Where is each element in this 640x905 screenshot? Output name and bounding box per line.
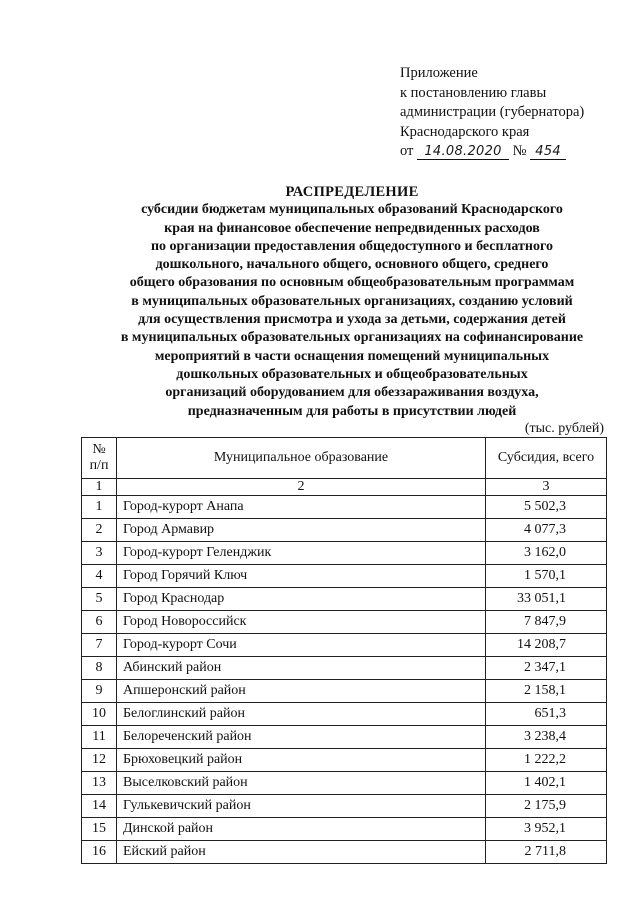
subsidy-amount: 7 847,9 bbox=[486, 611, 607, 634]
units-label: (тыс. рублей) bbox=[524, 421, 604, 436]
table-row bbox=[82, 749, 607, 772]
municipality-name: Город Армавир bbox=[117, 519, 486, 542]
table-row bbox=[82, 726, 607, 749]
subsidy-amount: 2 158,1 bbox=[486, 680, 607, 703]
row-number: 3 bbox=[82, 542, 117, 565]
title-heading: РАСПРЕДЕЛЕНИЕ bbox=[285, 184, 419, 200]
subsidy-amount: 33 051,1 bbox=[486, 588, 607, 611]
municipality-name: Гулькевичский район bbox=[117, 795, 486, 818]
table-row bbox=[82, 703, 607, 726]
table-row bbox=[82, 818, 607, 841]
date-prefix: от bbox=[400, 143, 414, 159]
header-subsidy: Субсидия, всего bbox=[486, 438, 607, 479]
table-row bbox=[82, 588, 607, 611]
row-number: 1 bbox=[82, 496, 117, 519]
title-line: дошкольных образовательных и общеобразовательных bbox=[176, 366, 528, 382]
column-index: 3 bbox=[486, 479, 607, 496]
subsidy-amount: 2 711,8 bbox=[486, 841, 607, 864]
row-number: 7 bbox=[82, 634, 117, 657]
subsidy-amount: 1 402,1 bbox=[486, 772, 607, 795]
subsidy-amount: 4 077,3 bbox=[486, 519, 607, 542]
subsidy-amount: 14 208,7 bbox=[486, 634, 607, 657]
appendix-line: к постановлению главы bbox=[400, 84, 547, 101]
municipality-name: Апшеронский район bbox=[117, 680, 486, 703]
header-number bbox=[82, 438, 117, 479]
table-row bbox=[82, 611, 607, 634]
table-row bbox=[82, 542, 607, 565]
appendix-line: Краснодарского края bbox=[400, 123, 530, 140]
municipality-name: Динской район bbox=[117, 818, 486, 841]
row-number: 16 bbox=[82, 841, 117, 864]
column-index-row bbox=[82, 479, 607, 496]
table-row bbox=[82, 565, 607, 588]
municipality-name: Город-курорт Анапа bbox=[117, 496, 486, 519]
header-number-abbr: п/п bbox=[89, 458, 109, 473]
municipality-name: Город Горячий Ключ bbox=[117, 565, 486, 588]
appendix-line: Приложение bbox=[400, 65, 478, 81]
column-index: 2 bbox=[117, 479, 486, 496]
row-number: 10 bbox=[82, 703, 117, 726]
municipality-name: Город Новороссийск bbox=[117, 611, 486, 634]
table-row bbox=[82, 496, 607, 519]
header-municipality: Муниципальное образование bbox=[117, 438, 486, 479]
number-prefix: № bbox=[512, 143, 527, 159]
municipality-name: Белоглинский район bbox=[117, 703, 486, 726]
title-line: субсидии бюджетам муниципальных образований Краснодарского bbox=[141, 202, 563, 218]
row-number: 15 bbox=[82, 818, 117, 841]
document-title bbox=[80, 183, 624, 421]
subsidy-amount: 5 502,3 bbox=[486, 496, 607, 519]
subsidy-amount: 2 175,9 bbox=[486, 795, 607, 818]
row-number: 14 bbox=[82, 795, 117, 818]
table-row bbox=[82, 519, 607, 542]
table-row bbox=[82, 680, 607, 703]
title-line: края на финансовое обеспечение непредвиденных расходов bbox=[164, 220, 540, 236]
row-number: 9 bbox=[82, 680, 117, 703]
title-line: для осуществления присмотра и ухода за детьми, содержания детей bbox=[138, 312, 566, 328]
subsidy-amount: 3 162,0 bbox=[486, 542, 607, 565]
row-number: 4 bbox=[82, 565, 117, 588]
municipality-name: Абинский район bbox=[117, 657, 486, 680]
row-number: 13 bbox=[82, 772, 117, 795]
table-row bbox=[82, 772, 607, 795]
appendix-date-line bbox=[400, 142, 584, 162]
row-number: 2 bbox=[82, 519, 117, 542]
title-line: в муниципальных образовательных организациях на софинансирование bbox=[120, 330, 584, 346]
table-row bbox=[82, 657, 607, 680]
title-line: предназначенным для работы в присутствии людей bbox=[187, 403, 517, 419]
title-line: в муниципальных образовательных организациях, созданию условий bbox=[131, 293, 573, 309]
handwritten-number: 454 bbox=[530, 144, 566, 160]
municipality-name: Выселковский район bbox=[117, 772, 486, 795]
subsidy-amount: 2 347,1 bbox=[486, 657, 607, 680]
municipality-name: Брюховецкий район bbox=[117, 749, 486, 772]
municipality-name: Белореченский район bbox=[117, 726, 486, 749]
title-line: мероприятий в части оснащения помещений муниципальных bbox=[154, 348, 550, 364]
column-index: 1 bbox=[82, 479, 117, 496]
municipality-name: Ейский район bbox=[117, 841, 486, 864]
municipality-name: Город-курорт Геленджик bbox=[117, 542, 486, 565]
subsidy-amount: 3 238,4 bbox=[486, 726, 607, 749]
municipality-name: Город-курорт Сочи bbox=[117, 634, 486, 657]
table-row bbox=[82, 634, 607, 657]
subsidy-amount: 1 570,1 bbox=[486, 565, 607, 588]
distribution-table bbox=[81, 437, 607, 864]
row-number: 5 bbox=[82, 588, 117, 611]
title-line: дошкольного, начального общего, основного общего, среднего bbox=[155, 257, 549, 273]
row-number: 8 bbox=[82, 657, 117, 680]
table-header-row bbox=[82, 438, 607, 479]
table-row bbox=[82, 795, 607, 818]
row-number: 6 bbox=[82, 611, 117, 634]
row-number: 11 bbox=[82, 726, 117, 749]
title-line: организаций оборудованием для обеззараживания воздуха, bbox=[165, 385, 539, 401]
appendix-line: администрации (губернатора) bbox=[400, 104, 585, 120]
appendix-block bbox=[400, 64, 584, 162]
handwritten-date: 14.08.2020 bbox=[417, 144, 509, 160]
title-line: общего образования по основным общеобразовательным программам bbox=[129, 275, 575, 291]
title-line: по организации предоставления общедоступного и бесплатного bbox=[150, 238, 553, 254]
subsidy-amount: 1 222,2 bbox=[486, 749, 607, 772]
subsidy-amount: 3 952,1 bbox=[486, 818, 607, 841]
table-row bbox=[82, 841, 607, 864]
municipality-name: Город Краснодар bbox=[117, 588, 486, 611]
row-number: 12 bbox=[82, 749, 117, 772]
subsidy-amount: 651,3 bbox=[486, 703, 607, 726]
header-number-sign: № bbox=[92, 442, 106, 457]
